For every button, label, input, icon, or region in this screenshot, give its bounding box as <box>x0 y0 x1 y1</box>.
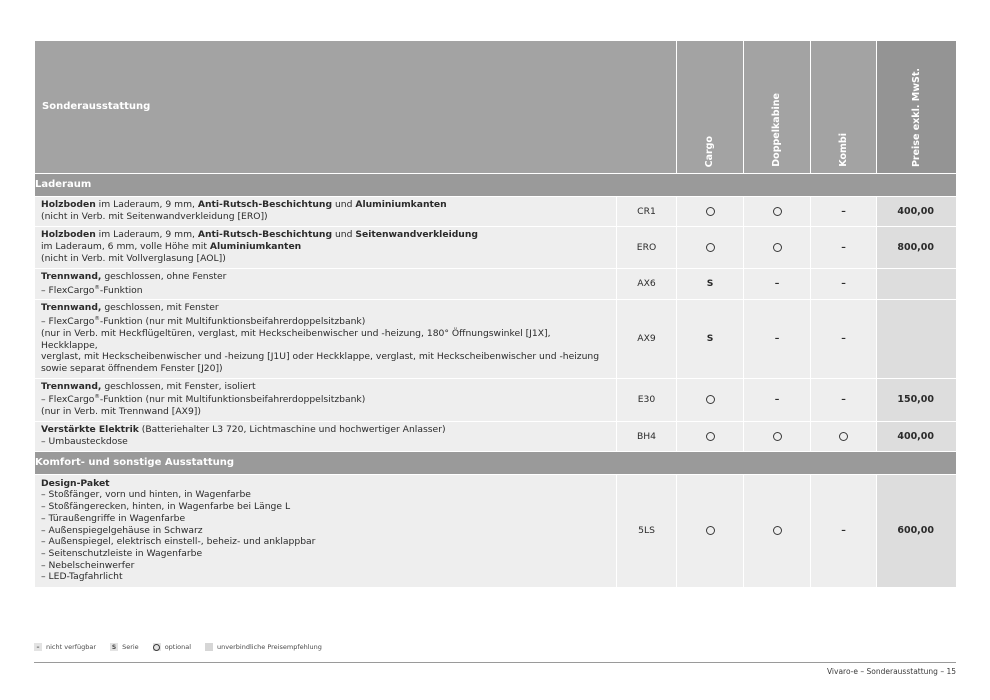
availability-doppelkabine: – <box>744 378 811 421</box>
section-header <box>35 174 957 197</box>
option-code: CR1 <box>617 197 677 227</box>
optional-circle-icon <box>706 243 715 252</box>
optional-circle-icon <box>706 432 715 441</box>
grey-swatch-icon <box>205 643 213 651</box>
availability-kombi: – <box>811 378 877 421</box>
option-description: Trennwand, geschlossen, mit Fenster, isoliert – FlexCargo®-Funktion (nur mit Multifunktionsbeifahrerdoppelsitzbank) (nur in Verb. mit Trennwand [AX9]) <box>35 378 617 421</box>
option-code: E30 <box>617 378 677 421</box>
optional-circle-icon <box>773 526 782 535</box>
option-description: Verstärkte Elektrik (Batteriehalter L3 720, Lichtmaschine und hochwertiger Anlasser) – Umbausteckdose <box>35 421 617 451</box>
legend <box>34 643 336 651</box>
option-code: ERO <box>617 227 677 269</box>
option-price <box>877 269 957 300</box>
availability-kombi: – <box>811 300 877 378</box>
availability-doppelkabine: – <box>744 300 811 378</box>
availability-doppelkabine <box>744 197 811 227</box>
availability-doppelkabine: – <box>744 269 811 300</box>
equipment-table <box>34 40 957 588</box>
option-price: 600,00 <box>877 474 957 587</box>
option-price <box>877 300 957 378</box>
legend-not-available: – nicht verfügbar <box>34 643 96 651</box>
legend-optional: optional <box>153 643 191 651</box>
optional-circle-icon <box>773 207 782 216</box>
footer-divider <box>34 662 956 663</box>
optional-circle-icon <box>773 243 782 252</box>
circle-icon <box>153 643 161 651</box>
option-price: 400,00 <box>877 197 957 227</box>
option-price: 400,00 <box>877 421 957 451</box>
availability-doppelkabine <box>744 421 811 451</box>
column-header-cargo: Cargo <box>677 41 744 174</box>
option-description: Holzboden im Laderaum, 9 mm, Anti-Rutsch-Beschichtung und Aluminiumkanten (nicht in Verb. mit Seitenwandverkleidung [ERO]) <box>35 197 617 227</box>
availability-cargo: S <box>677 269 744 300</box>
optional-circle-icon <box>706 526 715 535</box>
availability-cargo <box>677 227 744 269</box>
availability-cargo <box>677 421 744 451</box>
section-header <box>35 451 957 474</box>
optional-circle-icon <box>706 207 715 216</box>
option-code: AX6 <box>617 269 677 300</box>
availability-cargo <box>677 197 744 227</box>
availability-kombi: – <box>811 227 877 269</box>
optional-circle-icon <box>706 395 715 404</box>
table-title: Sonderausstattung <box>35 41 677 174</box>
table-row <box>35 269 957 300</box>
table-body <box>35 174 957 588</box>
table-row <box>35 378 957 421</box>
legend-price-hint: unverbindliche Preisempfehlung <box>205 643 322 651</box>
availability-kombi: – <box>811 197 877 227</box>
table-row <box>35 421 957 451</box>
option-code: 5LS <box>617 474 677 587</box>
series-icon: S <box>111 643 117 651</box>
option-code: AX9 <box>617 300 677 378</box>
availability-doppelkabine <box>744 227 811 269</box>
availability-kombi: – <box>811 269 877 300</box>
optional-circle-icon <box>839 432 848 441</box>
dash-icon: – <box>34 643 42 651</box>
availability-kombi <box>811 421 877 451</box>
table-header <box>35 41 957 174</box>
availability-doppelkabine <box>744 474 811 587</box>
column-header-kombi: Kombi <box>811 41 877 174</box>
column-header-price: Preise exkl. MwSt. <box>877 41 957 174</box>
section-title: Laderaum <box>35 174 957 197</box>
availability-cargo <box>677 474 744 587</box>
option-description: Design-Paket – Stoßfänger, vorn und hinten, in Wagenfarbe – Stoßfängerecken, hinten, in Wagenfarbe bei Länge L – Türaußengriffe in Wagenfarbe – Außenspiegelgehäuse in Schwarz – Außenspiegel, elektrisch einstell-, beheiz- und anklappbar – Seitenschutzleiste in Wagenfarbe – Nebelscheinwerfer – LED-Tagfahrlicht <box>35 474 617 587</box>
option-price: 150,00 <box>877 378 957 421</box>
column-header-doppelkabine: Doppelkabine <box>744 41 811 174</box>
option-description: Holzboden im Laderaum, 9 mm, Anti-Rutsch-Beschichtung und Seitenwandverkleidung im Laderaum, 6 mm, volle Höhe mit Aluminiumkanten (nicht in Verb. mit Vollverglasung [AOL]) <box>35 227 617 269</box>
option-description: Trennwand, geschlossen, mit Fenster – FlexCargo®-Funktion (nur mit Multifunktionsbeifahrerdoppelsitzbank) (nur in Verb. mit Heckflügeltüren, verglast, mit Heckscheibenwischer und -heizung, 180° Öffnungswinkel [J1X], Heckklappe, verglast, mit Heckscheibenwischer und -heizung [J1U] oder Heckklappe, verglast, mit Heckscheibenwischer und -heizung sowie separat öffnendem Fenster [J20]) <box>35 300 617 378</box>
table-row <box>35 474 957 587</box>
page-footer: Vivaro-e – Sonderausstattung – 15 <box>826 667 956 676</box>
availability-cargo: S <box>677 300 744 378</box>
table-row <box>35 227 957 269</box>
option-code: BH4 <box>617 421 677 451</box>
availability-cargo <box>677 378 744 421</box>
table-row <box>35 197 957 227</box>
legend-series: S Serie <box>111 643 139 651</box>
table-row <box>35 300 957 378</box>
availability-kombi: – <box>811 474 877 587</box>
optional-circle-icon <box>773 432 782 441</box>
option-price: 800,00 <box>877 227 957 269</box>
option-description: Trennwand, geschlossen, ohne Fenster – FlexCargo®-Funktion <box>35 269 617 300</box>
section-title: Komfort- und sonstige Ausstattung <box>35 451 957 474</box>
